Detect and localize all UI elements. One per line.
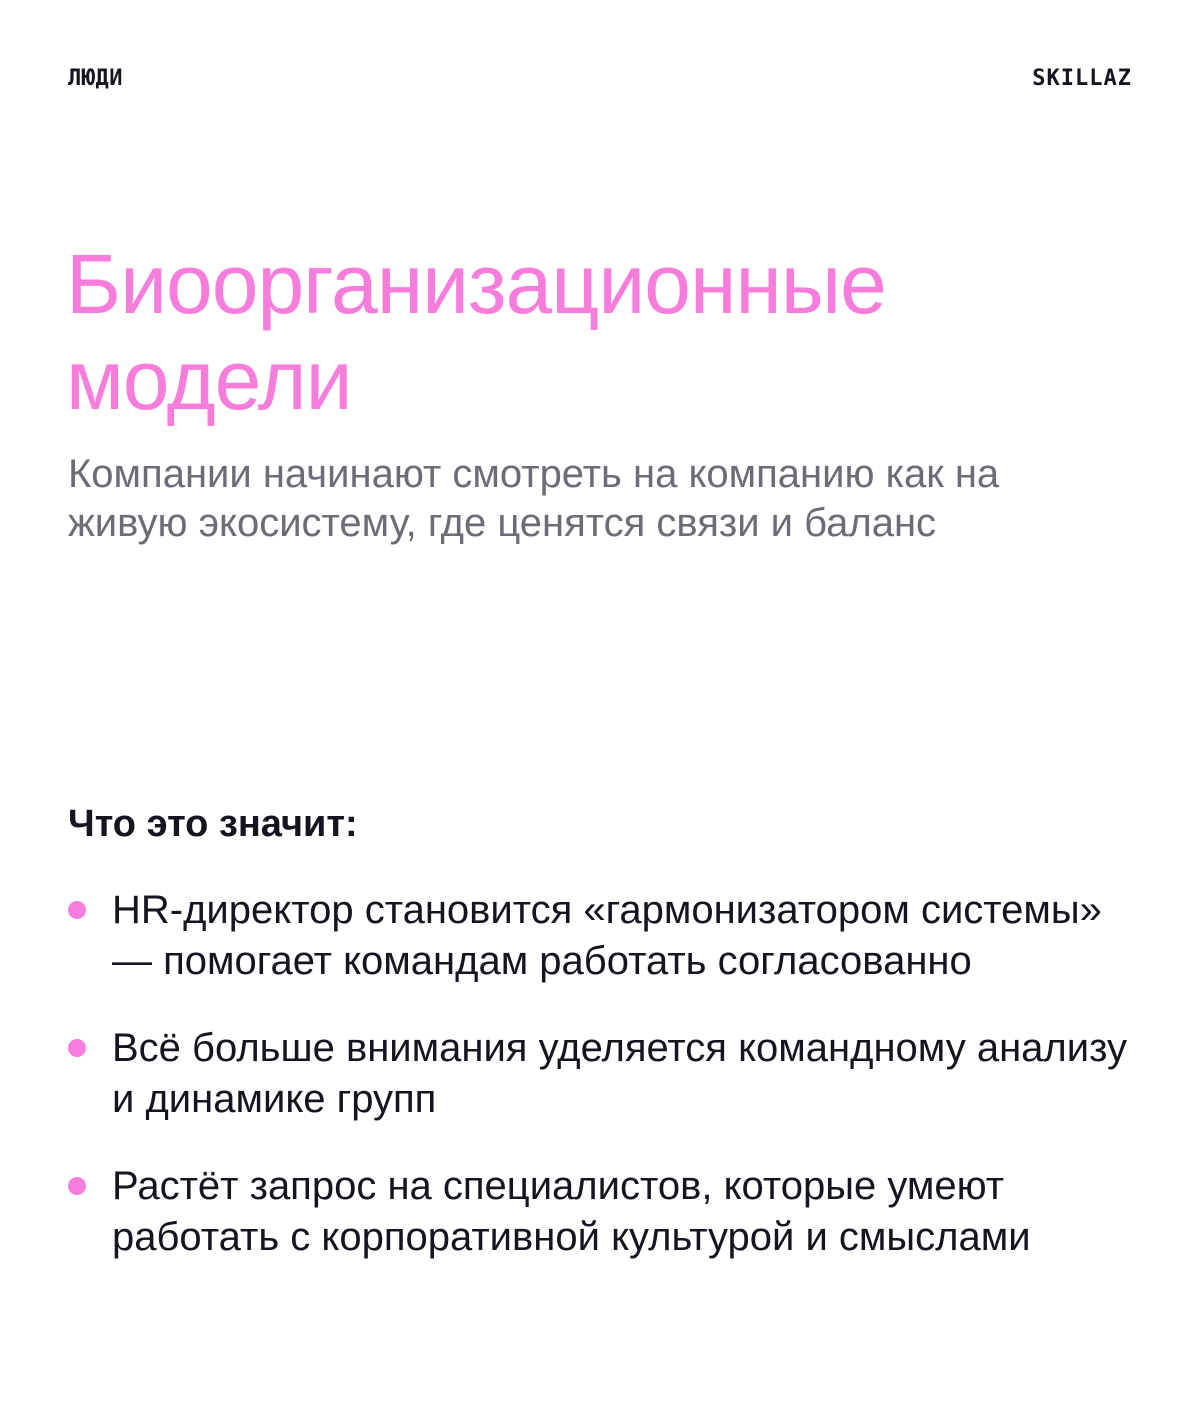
brand-logo-text: SKILLAZ xyxy=(1032,66,1132,91)
bullet-dot-icon xyxy=(68,901,86,919)
list-item-text: Растёт запрос на специалистов, которые умеют работать с корпоративной культурой и смыслами xyxy=(112,1164,1031,1259)
bullet-list xyxy=(68,885,1148,1299)
list-item xyxy=(68,1023,1148,1125)
bullet-dot-icon xyxy=(68,1177,86,1195)
list-item-text: Всё больше внимания уделяется командному анализу и динамике групп xyxy=(112,1026,1127,1121)
list-item xyxy=(68,1161,1148,1263)
list-item-text: HR-директор становится «гармонизатором системы» — помогает командам работать согласованно xyxy=(112,888,1102,983)
page-title: Биоорганизационные модели xyxy=(66,237,886,427)
list-item xyxy=(68,885,1148,987)
section-label: ЛЮДИ xyxy=(68,66,123,91)
section-heading: Что это значит: xyxy=(68,803,358,845)
bullet-dot-icon xyxy=(68,1039,86,1057)
page-subtitle: Компании начинают смотреть на компанию как на живую экосистему, где ценятся связи и баланс xyxy=(68,452,1000,545)
